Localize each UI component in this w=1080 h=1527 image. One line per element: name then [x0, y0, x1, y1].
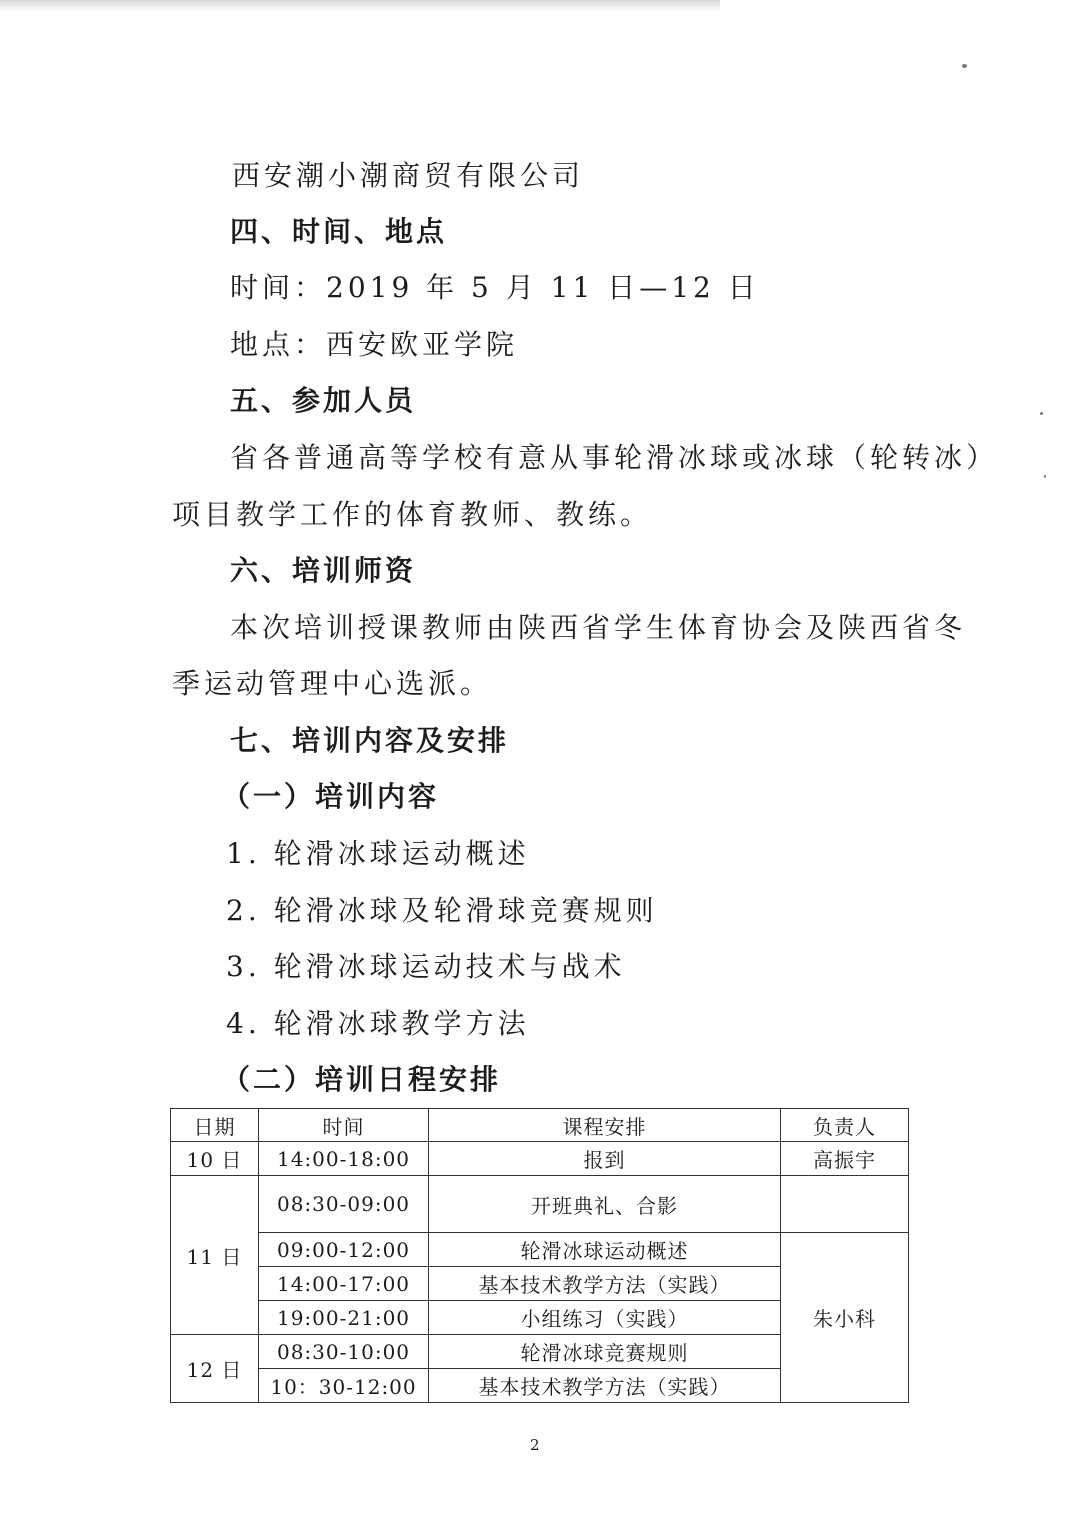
course-cell: 小组练习（实践）: [429, 1301, 781, 1335]
section7-heading: 七、培训内容及安排: [230, 724, 510, 757]
table-row: [171, 1142, 909, 1176]
place-line: 地点：西安欧亚学院: [230, 328, 519, 361]
person-cell: 高振宇: [781, 1142, 909, 1176]
sub2-heading: （二）培训日程安排: [222, 1063, 502, 1096]
content-item-2: 2. 轮滑冰球及轮滑球竞赛规则: [226, 894, 658, 927]
time-cell: 08:30-09:00: [259, 1176, 429, 1233]
schedule-table: [170, 1108, 909, 1403]
course-cell: 轮滑冰球竞赛规则: [429, 1335, 781, 1369]
scan-speck: [962, 64, 967, 68]
date-cell: 11 日: [171, 1176, 259, 1335]
section5-heading: 五、参加人员: [230, 384, 417, 417]
time-cell: 14:00-17:00: [259, 1267, 429, 1301]
course-cell: 轮滑冰球运动概述: [429, 1233, 781, 1267]
table-row: [171, 1176, 909, 1233]
header-date: 日期: [171, 1109, 259, 1142]
time-cell: 09:00-12:00: [259, 1233, 429, 1267]
company-line: 西安潮小潮商贸有限公司: [232, 159, 585, 192]
participants-line-1: 省各普通高等学校有意从事轮滑冰球或冰球（轮转冰）: [230, 441, 999, 474]
course-cell: 基本技术教学方法（实践）: [429, 1369, 781, 1403]
page-number: 2: [530, 1436, 540, 1454]
scan-speck: [1044, 475, 1046, 478]
table-header-row: [171, 1109, 909, 1142]
course-cell: 报到: [429, 1142, 781, 1176]
header-time: 时间: [259, 1109, 429, 1142]
course-cell: 开班典礼、合影: [429, 1176, 781, 1233]
faculty-line-2: 季运动管理中心选派。: [172, 667, 493, 700]
header-person: 负责人: [781, 1109, 909, 1142]
person-cell-empty: [781, 1176, 909, 1233]
scan-edge-shadow: [0, 0, 720, 12]
header-course: 课程安排: [429, 1109, 781, 1142]
time-cell: 08:30-10:00: [259, 1335, 429, 1369]
sub1-heading: （一）培训内容: [222, 780, 440, 813]
section4-heading: 四、时间、地点: [230, 215, 448, 248]
time-cell: 10：30-12:00: [259, 1369, 429, 1403]
content-item-3: 3. 轮滑冰球运动技术与战术: [226, 950, 626, 983]
time-line: 时间：2019 年 5 月 11 日—12 日: [230, 271, 760, 304]
person-cell: 朱小科: [781, 1233, 909, 1403]
date-cell: 12 日: [171, 1335, 259, 1403]
course-cell: 基本技术教学方法（实践）: [429, 1267, 781, 1301]
time-cell: 14:00-18:00: [259, 1142, 429, 1176]
section6-heading: 六、培训师资: [230, 554, 417, 587]
table-row: [171, 1233, 909, 1267]
participants-line-2: 项目教学工作的体育教师、教练。: [172, 498, 653, 531]
content-item-4: 4. 轮滑冰球教学方法: [226, 1007, 530, 1040]
date-cell: 10 日: [171, 1142, 259, 1176]
time-cell: 19:00-21:00: [259, 1301, 429, 1335]
faculty-line-1: 本次培训授课教师由陕西省学生体育协会及陕西省冬: [230, 611, 967, 644]
scan-speck: [1040, 412, 1043, 415]
content-item-1: 1. 轮滑冰球运动概述: [226, 837, 530, 870]
